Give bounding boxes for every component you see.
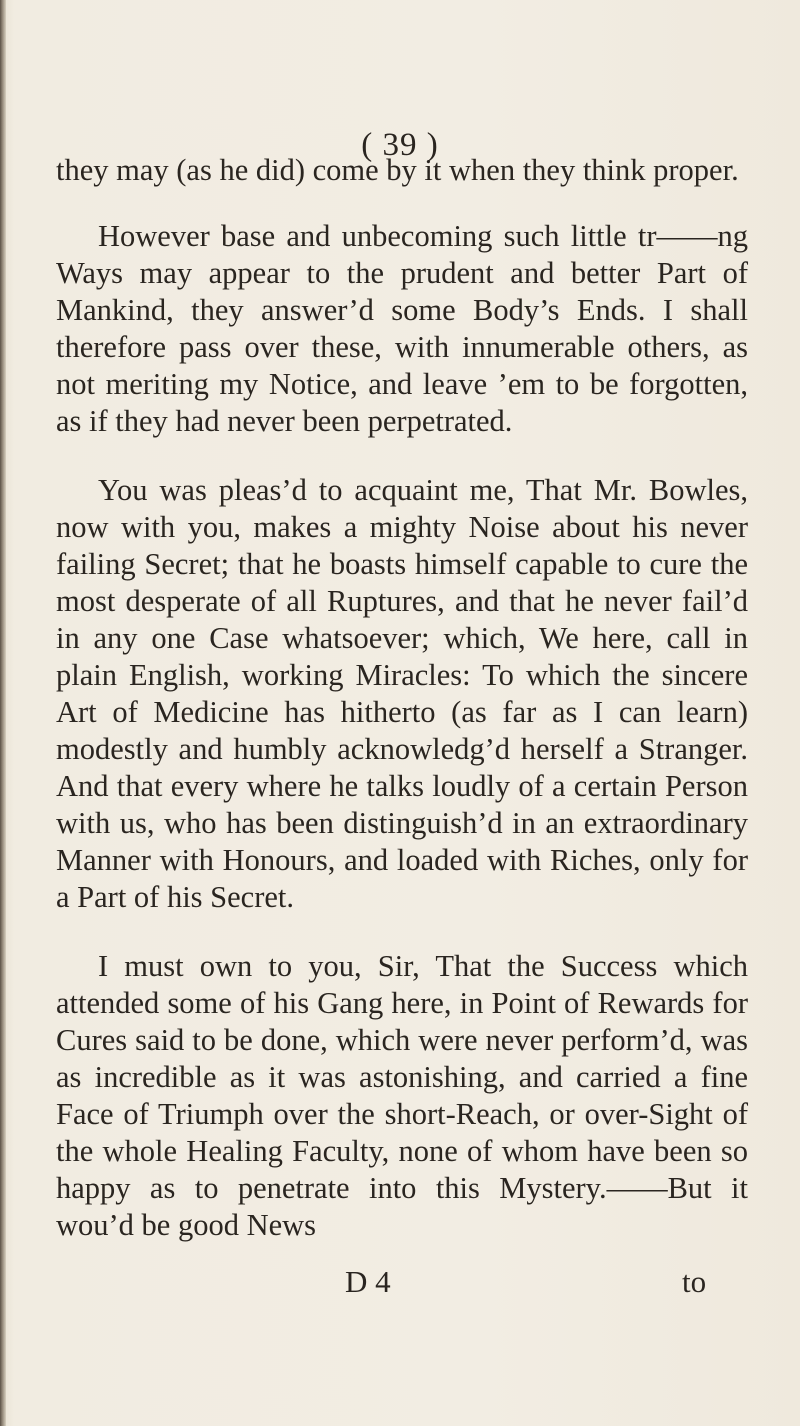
signature-mark: D 4 <box>345 1264 391 1299</box>
body-text <box>56 152 748 1276</box>
page-number: ( 39 ) <box>361 127 439 163</box>
catchword: to <box>682 1264 707 1299</box>
paragraph-1: they may (as he did) come by it when they think proper. <box>56 153 739 187</box>
paragraph-4: I must own to you, Sir, That the Success which attended some of his Gang here, in Point of Rewards for Cures said to be done, which were never perform’d, was as incredible as it was astonishing, and carried a fine Face of Triumph over the short-Reach, or over-Sight of the whole Healing Faculty, none of whom have been so happy as to penetrate into this Mystery.——But it wou’d be good News <box>56 949 748 1242</box>
binding-edge <box>0 0 6 1426</box>
paragraph-2: However base and unbecoming such little tr——ng Ways may appear to the prudent and better Part of Mankind, they answer’d some Body’s Ends. I shall therefore pass over these, with innumerable others, as not meriting my Notice, and leave ’em to be forgotten, as if they had never been perpetrated. <box>56 219 748 438</box>
page-footer <box>0 1262 800 1302</box>
paragraph-3: You was pleas’d to acquaint me, That Mr. Bowles, now with you, makes a mighty Noise about his never failing Secret; that he boasts himself capable to cure the most desperate of all Ruptures, and that he never fail’d in any one Case whatsoever; which, We here, call in plain English, working Miracles: To which the sincere Art of Medicine has hitherto (as far as I can learn) modestly and humbly acknowledg’d herself a Stranger. And that every where he talks loudly of a certain Person with us, who has been distinguish’d in an extraordinary Manner with Honours, and loaded with Riches, only for a Part of his Secret. <box>56 473 748 914</box>
